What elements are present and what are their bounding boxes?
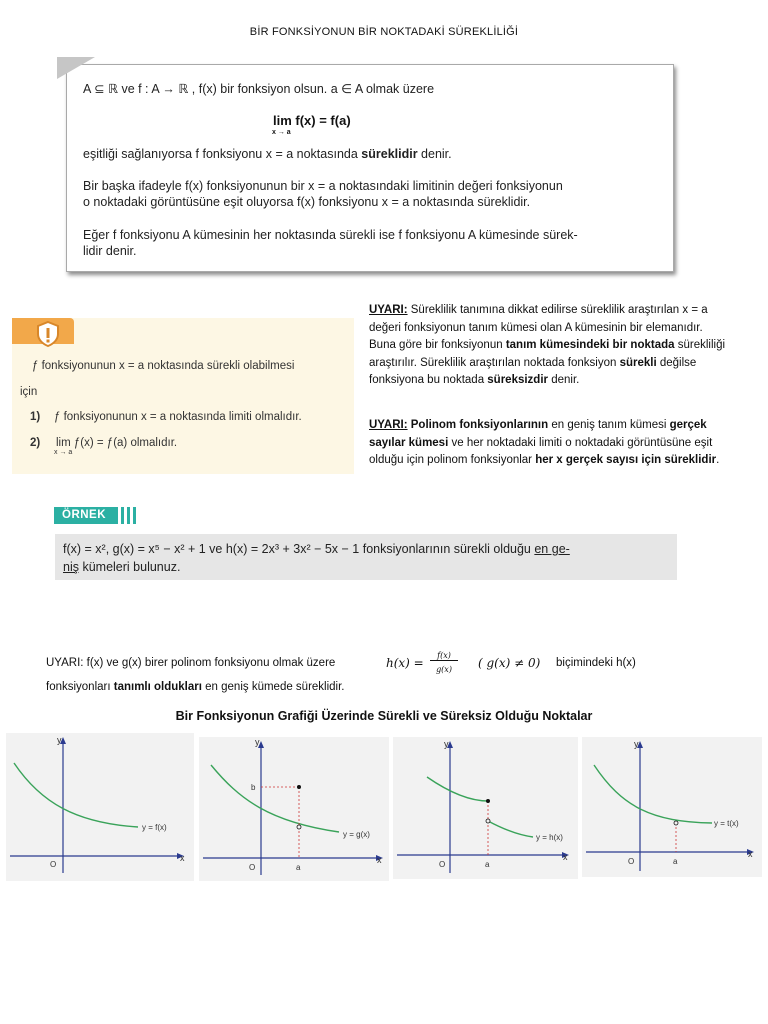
curve-label: y = h(x) [536, 833, 563, 842]
page-title: BİR FONKSİYONUN BİR NOKTADAKİ SÜREKLİLİĞİ [249, 26, 519, 38]
badge-stripe [130, 507, 133, 524]
definition-line-5: Eğer f fonksiyonu A kümesinin her noktasında sürekli ise f fonksiyonu A kümesinde sürek- [83, 228, 578, 242]
definition-line-3: Bir başka ifadeyle f(x) fonksiyonunun bir x = a noktasındaki limitinin değeri fonksiyonun [83, 179, 563, 193]
warning-line-2: için [20, 386, 38, 398]
page-curl-corner [57, 57, 95, 79]
badge-stripe [118, 507, 121, 524]
h-definition: h(x) = [386, 656, 424, 670]
warning-item2-number: 2) [30, 437, 41, 449]
y-axis-label: y [57, 735, 62, 745]
note-polynomial-continuity: UYARI: Polinom fonksiyonlarının en geniş tanım kümesi gerçek sayılar kümesi ve her noktadaki limiti o noktadaki görüntüsüne eşit olduğu için polinom fonksiyonlar her x gerçek sayısı için süreklidir. [369, 419, 720, 466]
y-axis-label: y [255, 737, 260, 747]
defined-point [486, 799, 490, 803]
curve-label: y = f(x) [142, 823, 167, 832]
y-axis-label: y [634, 739, 639, 749]
note-rational-continuity-line-1: UYARI: f(x) ve g(x) birer polinom fonksiyonu olmak üzere [46, 657, 336, 669]
warning-item1-text: ƒ fonksiyonunun x = a noktasında limiti olmalıdır. [54, 411, 302, 423]
curve-label: y = g(x) [343, 830, 370, 839]
x-axis-label: x [180, 853, 185, 863]
origin-label: O [50, 860, 57, 869]
origin-label: O [249, 863, 256, 872]
x-axis-label: x [563, 852, 568, 862]
hole-point [486, 819, 490, 823]
nonzero-condition: ( g(x) ≠ 0) [478, 656, 541, 670]
curve-right-branch [488, 821, 533, 837]
note-rational-continuity-tail: biçimindeki h(x) [556, 657, 636, 669]
limit-expression: lim f(x) = f(a) [273, 113, 351, 128]
x-axis-label: x [377, 855, 382, 865]
a-label: a [296, 863, 301, 872]
limit-subscript: x → a [272, 129, 291, 136]
warning-shield-icon [34, 320, 62, 348]
b-label: b [251, 783, 256, 792]
fraction-denominator: g(x) [436, 665, 452, 674]
graph-continuous-f [6, 733, 194, 881]
origin-label: O [439, 860, 446, 869]
curve [211, 765, 339, 832]
graph-removable-g [199, 737, 389, 881]
example-badge: ÖRNEK [54, 507, 136, 524]
a-label: a [673, 857, 678, 866]
warning-box [12, 318, 354, 474]
graph-undefined-t [582, 737, 762, 877]
warning-item2-text: lim ƒ(x) = ƒ(a) olmalıdır. [56, 437, 178, 449]
definition-line-6: lidir denir. [83, 244, 137, 258]
note-rational-continuity-line-2: fonksiyonları tanımlı oldukları en geniş kümede süreklidir. [46, 681, 345, 693]
example-line-1: f(x) = x², g(x) = x⁵ − x² + 1 ve h(x) = 2x³ + 3x² − 5x − 1 fonksiyonlarının sürekli olduğu en ge- [63, 542, 570, 556]
curve-left-branch [427, 777, 488, 801]
hole-point [297, 825, 301, 829]
a-label: a [485, 860, 490, 869]
warning-item1-number: 1) [30, 411, 41, 423]
definition-box [66, 64, 674, 272]
section-title: Bir Fonksiyonun Grafiği Üzerinde Sürekli ve Süreksiz Olduğu Noktalar [175, 709, 593, 723]
graph-jump-h [393, 737, 578, 879]
definition-line-4: o noktadaki görüntüsüne eşit oluyorsa f(x) fonksiyonu x = a noktasında süreklidir. [83, 195, 531, 209]
defined-point [297, 785, 301, 789]
hole-point [674, 821, 678, 825]
badge-stripe [124, 507, 127, 524]
definition-line-2: eşitliği sağlanıyorsa f fonksiyonu x = a noktasında süreklidir denir. [83, 147, 452, 161]
curve-label: y = t(x) [714, 819, 739, 828]
example-line-2: niş kümeleri bulunuz. [63, 560, 181, 574]
fraction-numerator: f(x) [430, 651, 458, 661]
note-continuity-definition: UYARI: Süreklilik tanımına dikkat edilirse süreklilik araştırılan x = a değeri fonksiyonun tanım kümesi olan A kümesinin bir elemanıdır. Buna göre bir fonksiyonun tanım kümesindeki bir noktada sürekliliği araştırılır. Süreklilik araştırılan noktada fonksiyon sürekli değilse fonksiyona bu noktada süreksizdir denir. [369, 304, 726, 386]
y-axis-label: y [444, 739, 449, 749]
curve [14, 763, 138, 827]
definition-line-1: A ⊆ ℝ ve f : A → ℝ , f(x) bir fonksiyon olsun. a ∈ A olmak üzere [83, 82, 435, 96]
example-box [55, 534, 677, 580]
curve [594, 765, 712, 823]
origin-label: O [628, 857, 635, 866]
warning-line-1: ƒ fonksiyonunun x = a noktasında sürekli olabilmesi [32, 360, 295, 372]
x-axis-label: x [748, 849, 753, 859]
warning-item2-subscript: x → a [54, 449, 73, 456]
